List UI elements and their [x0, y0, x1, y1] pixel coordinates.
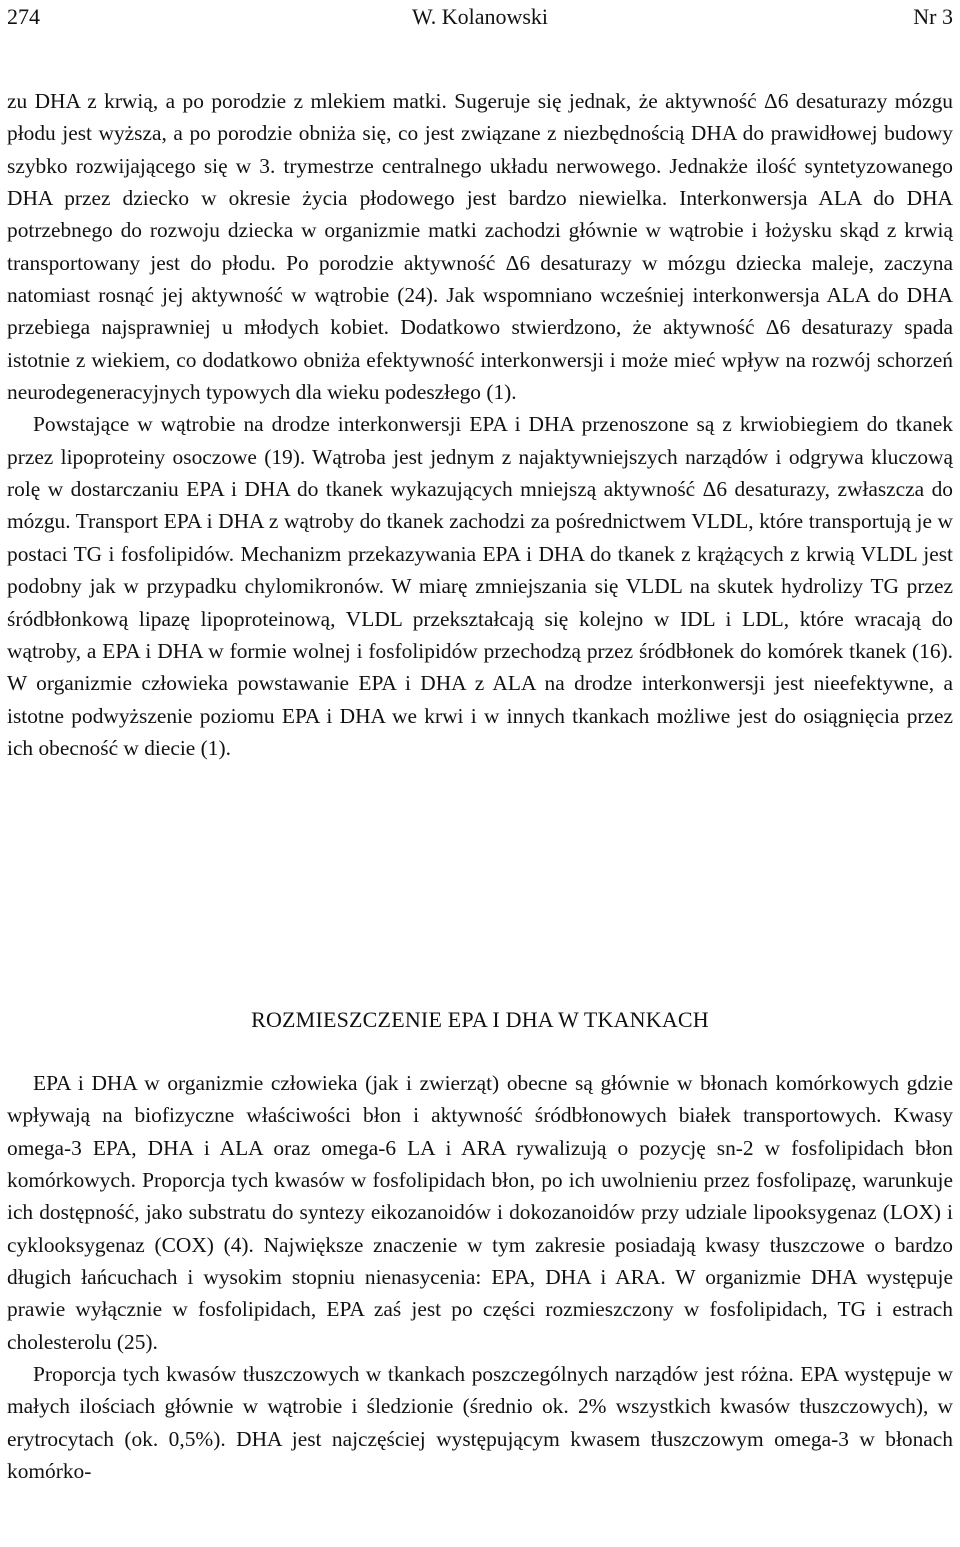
document-page — [7, 0, 953, 1484]
paragraph-4: Proporcja tych kwasów tłuszczowych w tkankach poszczególnych narządów jest różna. EPA występuje w małych ilościach głównie w wątrobie i śledzionie (średnio ok. 2% wszystkich kwasów tłuszczowych), w erytrocytach (ok. 0,5%). DHA jest najczęściej występującym kwasem tłuszczowym omega-3 w błonach komórko- — [7, 1362, 953, 1484]
paragraph-1: zu DHA z krwią, a po porodzie z mlekiem matki. Sugeruje się jednak, że aktywność Δ6 desaturazy mózgu płodu jest wyższa, a po porodzie obniża się, co jest związane z niezbędnością DHA do prawidłowej budowy szybko rozwijającego się w 3. trymestrze centralnego układu nerwowego. Jednakże ilość syntetyzowanego DHA przez dziecko w okresie życia płodowego jest bardzo niewielka. Interkonwersja ALA do DHA potrzebnego do rozwoju dziecka w organizmie matki zachodzi głównie w wątrobie i łożysku skąd z krwią transportowany jest do płodu. Po porodzie aktywność Δ6 desaturazy w mózgu dziecka maleje, zaczyna natomiast rosnąć jej aktywność w wątrobie (24). Jak wspomniano wcześniej interkonwersja ALA do DHA przebiega najsprawniej u młodych kobiet. Dodatkowo stwierdzono, że aktywność Δ6 desaturazy spada istotnie z wiekiem, co dodatkowo obniża efektywność interkonwersji i może mieć wpływ na rozwój schorzeń neurodegeneracyjnych typowych dla wieku podeszłego (1). — [7, 89, 953, 405]
page-number: 274 — [7, 4, 40, 29]
section-heading: ROZMIESZCZENIE EPA I DHA W TKANKACH — [251, 1007, 709, 1032]
running-author: W. Kolanowski — [411, 4, 549, 29]
running-header — [7, 0, 953, 34]
paragraph-3: EPA i DHA w organizmie człowieka (jak i zwierząt) obecne są głównie w błonach komórkowych gdzie wpływają na biofizyczne właściwości błon i aktywność śródbłonowych białek transportowych. Kwasy omega-3 EPA, DHA i ALA oraz omega-6 LA i ARA rywalizują o pozycję sn-2 w fosfolipidach błon komórkowych. Proporcja tych kwasów w fosfolipidach błon, po ich uwolnieniu przez fosfolipazę, warunkuje ich dostępność, jako substratu do syntezy eikozanoidów i dokozanoidów przy udziale lipooksygenaz (LOX) i cyklooksygenaz (COX) (4). Największe znaczenie w tym zakresie posiadają kwasy tłuszczowe o bardzo długich łańcuchach i wysokim stopniu nienasycenia: EPA, DHA i ARA. W organizmie DHA występuje prawie wyłącznie w fosfolipidach, EPA zaś jest po części rozmieszczony w fosfolipidach, TG i estrach cholesterolu (25). — [7, 1071, 953, 1354]
body-section-2 — [7, 1067, 953, 1487]
paragraph-2: Powstające w wątrobie na drodze interkonwersji EPA i DHA przenoszone są z krwiobiegiem do tkanek przez lipoproteiny osoczowe (19). Wątroba jest jednym z najaktywniejszych narządów i odgrywa kluczową rolę w dostarczaniu EPA i DHA do tkanek wykazujących mniejszą aktywność Δ6 desaturazy, zwłaszcza do mózgu. Transport EPA i DHA z wątroby do tkanek zachodzi za pośrednictwem VLDL, które transportują je w postaci TG i fosfolipidów. Mechanizm przekazywania EPA i DHA do tkanek z krążących z krwią VLDL jest podobny jak w przypadku chylomikronów. W miarę zmniejszania się VLDL na skutek hydrolizy TG przez śródbłonkową lipazę lipoproteinową, VLDL przekształcają się kolejno w IDL i LDL, które wracają do wątroby, a EPA i DHA w formie wolnej i fosfolipidów przechodzą przez śródbłonek do komórek tkanek (16). W organizmie człowieka powstawanie EPA i DHA z ALA na drodze interkonwersji jest nieefektywne, a istotne podwyższenie poziomu EPA i DHA we krwi i w innych tkankach możliwe jest do osiągnięcia przez ich obecność w diecie (1). — [7, 412, 953, 760]
issue-number: Nr 3 — [913, 4, 953, 29]
body-section-1 — [7, 85, 953, 764]
